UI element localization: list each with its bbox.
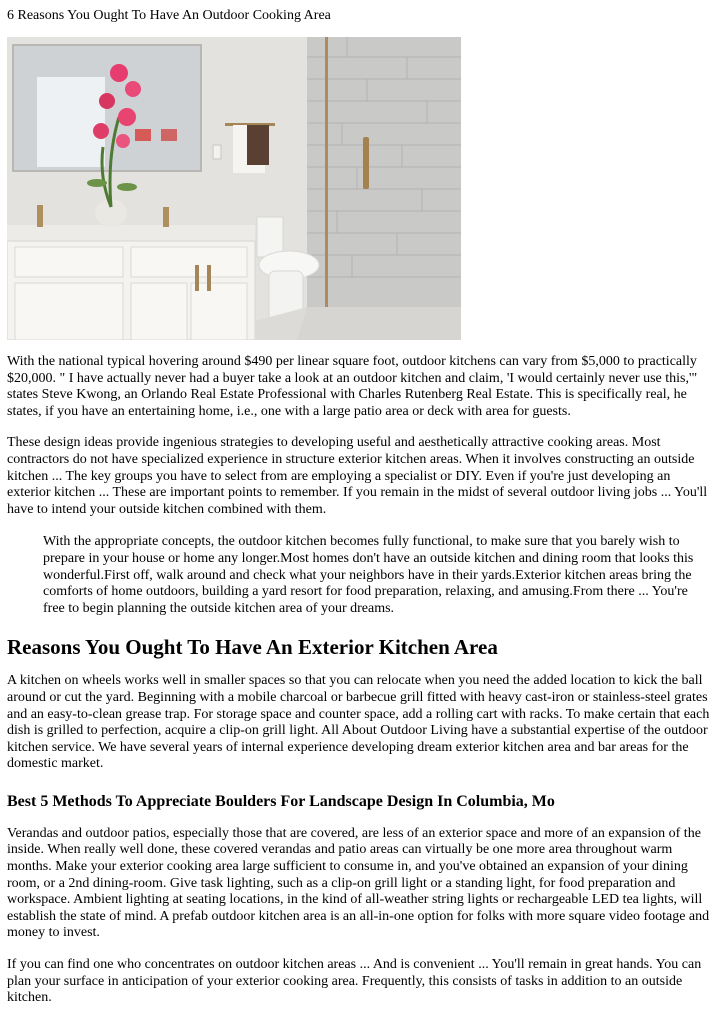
- bathroom-photo: [7, 37, 461, 340]
- document-title: 6 Reasons You Ought To Have An Outdoor Cooking Area: [7, 8, 331, 23]
- kitchen-on-wheels-paragraph: A kitchen on wheels works well in smaller spaces so that you can relocate when you need the added location to kick the ball around or cut the yard. Beginning with a mobile charcoal or barbecue grill fitted with heavy cast-iron or stainless-steel grates and an easy-to-clean grease trap. For storage space and counter space, add a rolling cart with racks. To make certain that each dish is grilled to perfection, acquire a clip-on grill light. All About Outdoor Living have a substantial expertise of the outdoor kitchen service. We have several years of internal experience developing dream exterior kitchen area and bar areas for the domestic market.: [7, 673, 710, 772]
- quoted-passage: With the appropriate concepts, the outdoor kitchen becomes fully functional, to make sure that you barely wish to prepare in your house or home any longer.Most homes don't have an outside kitchen and dining room that looks this wonderful.First off, walk around and check what your neighbors have in their yards.Exterior kitchen areas bring the comforts of home outdoors, building a yard resort for food preparation, relaxing, and amusing.From there ... You're free to begin planning the outside kitchen area of your dreams.: [43, 534, 694, 616]
- closing-paragraph: If you can find one who concentrates on outdoor kitchen areas ... And is convenient ... You'll remain in great hands. You can plan your surface in anticipation of your exterior cooking area. Frequently, this consists of tasks in addition to an outside kitchen.: [7, 957, 702, 1006]
- subsection-heading: Best 5 Methods To Appreciate Boulders For Landscape Design In Columbia, Mo: [7, 792, 555, 810]
- section-heading: Reasons You Ought To Have An Exterior Kitchen Area: [7, 635, 498, 660]
- design-ideas-paragraph: These design ideas provide ingenious strategies to developing useful and aesthetically attractive cooking areas. Most contractors do not have specialized experience in structure exterior kitchen areas. When it involves constructing an outside kitchen ... The key groups you have to select from are employing a specialist or DIY. Even if you're just developing an exterior kitchen ... These are important points to remember. If you remain in the midst of several outdoor living jobs ... You'll have to intend your outside kitchen combined with them.: [7, 435, 708, 517]
- verandas-paragraph: Verandas and outdoor patios, especially those that are covered, are less of an exterior space and more of an expansion of the inside. When really well done, these covered verandas and patio areas can virtually be one more area throughout warm months. Make your exterior cooking area large sufficient to consume in, and you've obtained an expansion of your dining room, or a 2nd dining-room. Give task lighting, such as a clip-on grill light or a standing light, for food preparation and workspace. Ambient lighting at seating locations, in the kind of all-weather string lights or rechargeable LED tea lights, will establish the state of mind. A prefab outdoor kitchen area is an all-in-one option for folks with more square video footage and money to invest.: [7, 825, 710, 941]
- intro-paragraph: With the national typical hovering around $490 per linear square foot, outdoor kitchens can vary from $5,000 to practically $20,000. " I have actually never had a buyer take a look at an outdoor kitchen and claim, 'I would certainly never use this,'" states Steve Kwong, an Orlando Real Estate Professional with Charles Rutenberg Real Estate. This is specifically real, he states, if you have an entertaining home, i.e., one with a large patio area or deck with area for guests.: [7, 354, 698, 419]
- document-page: [7, 0, 713, 1007]
